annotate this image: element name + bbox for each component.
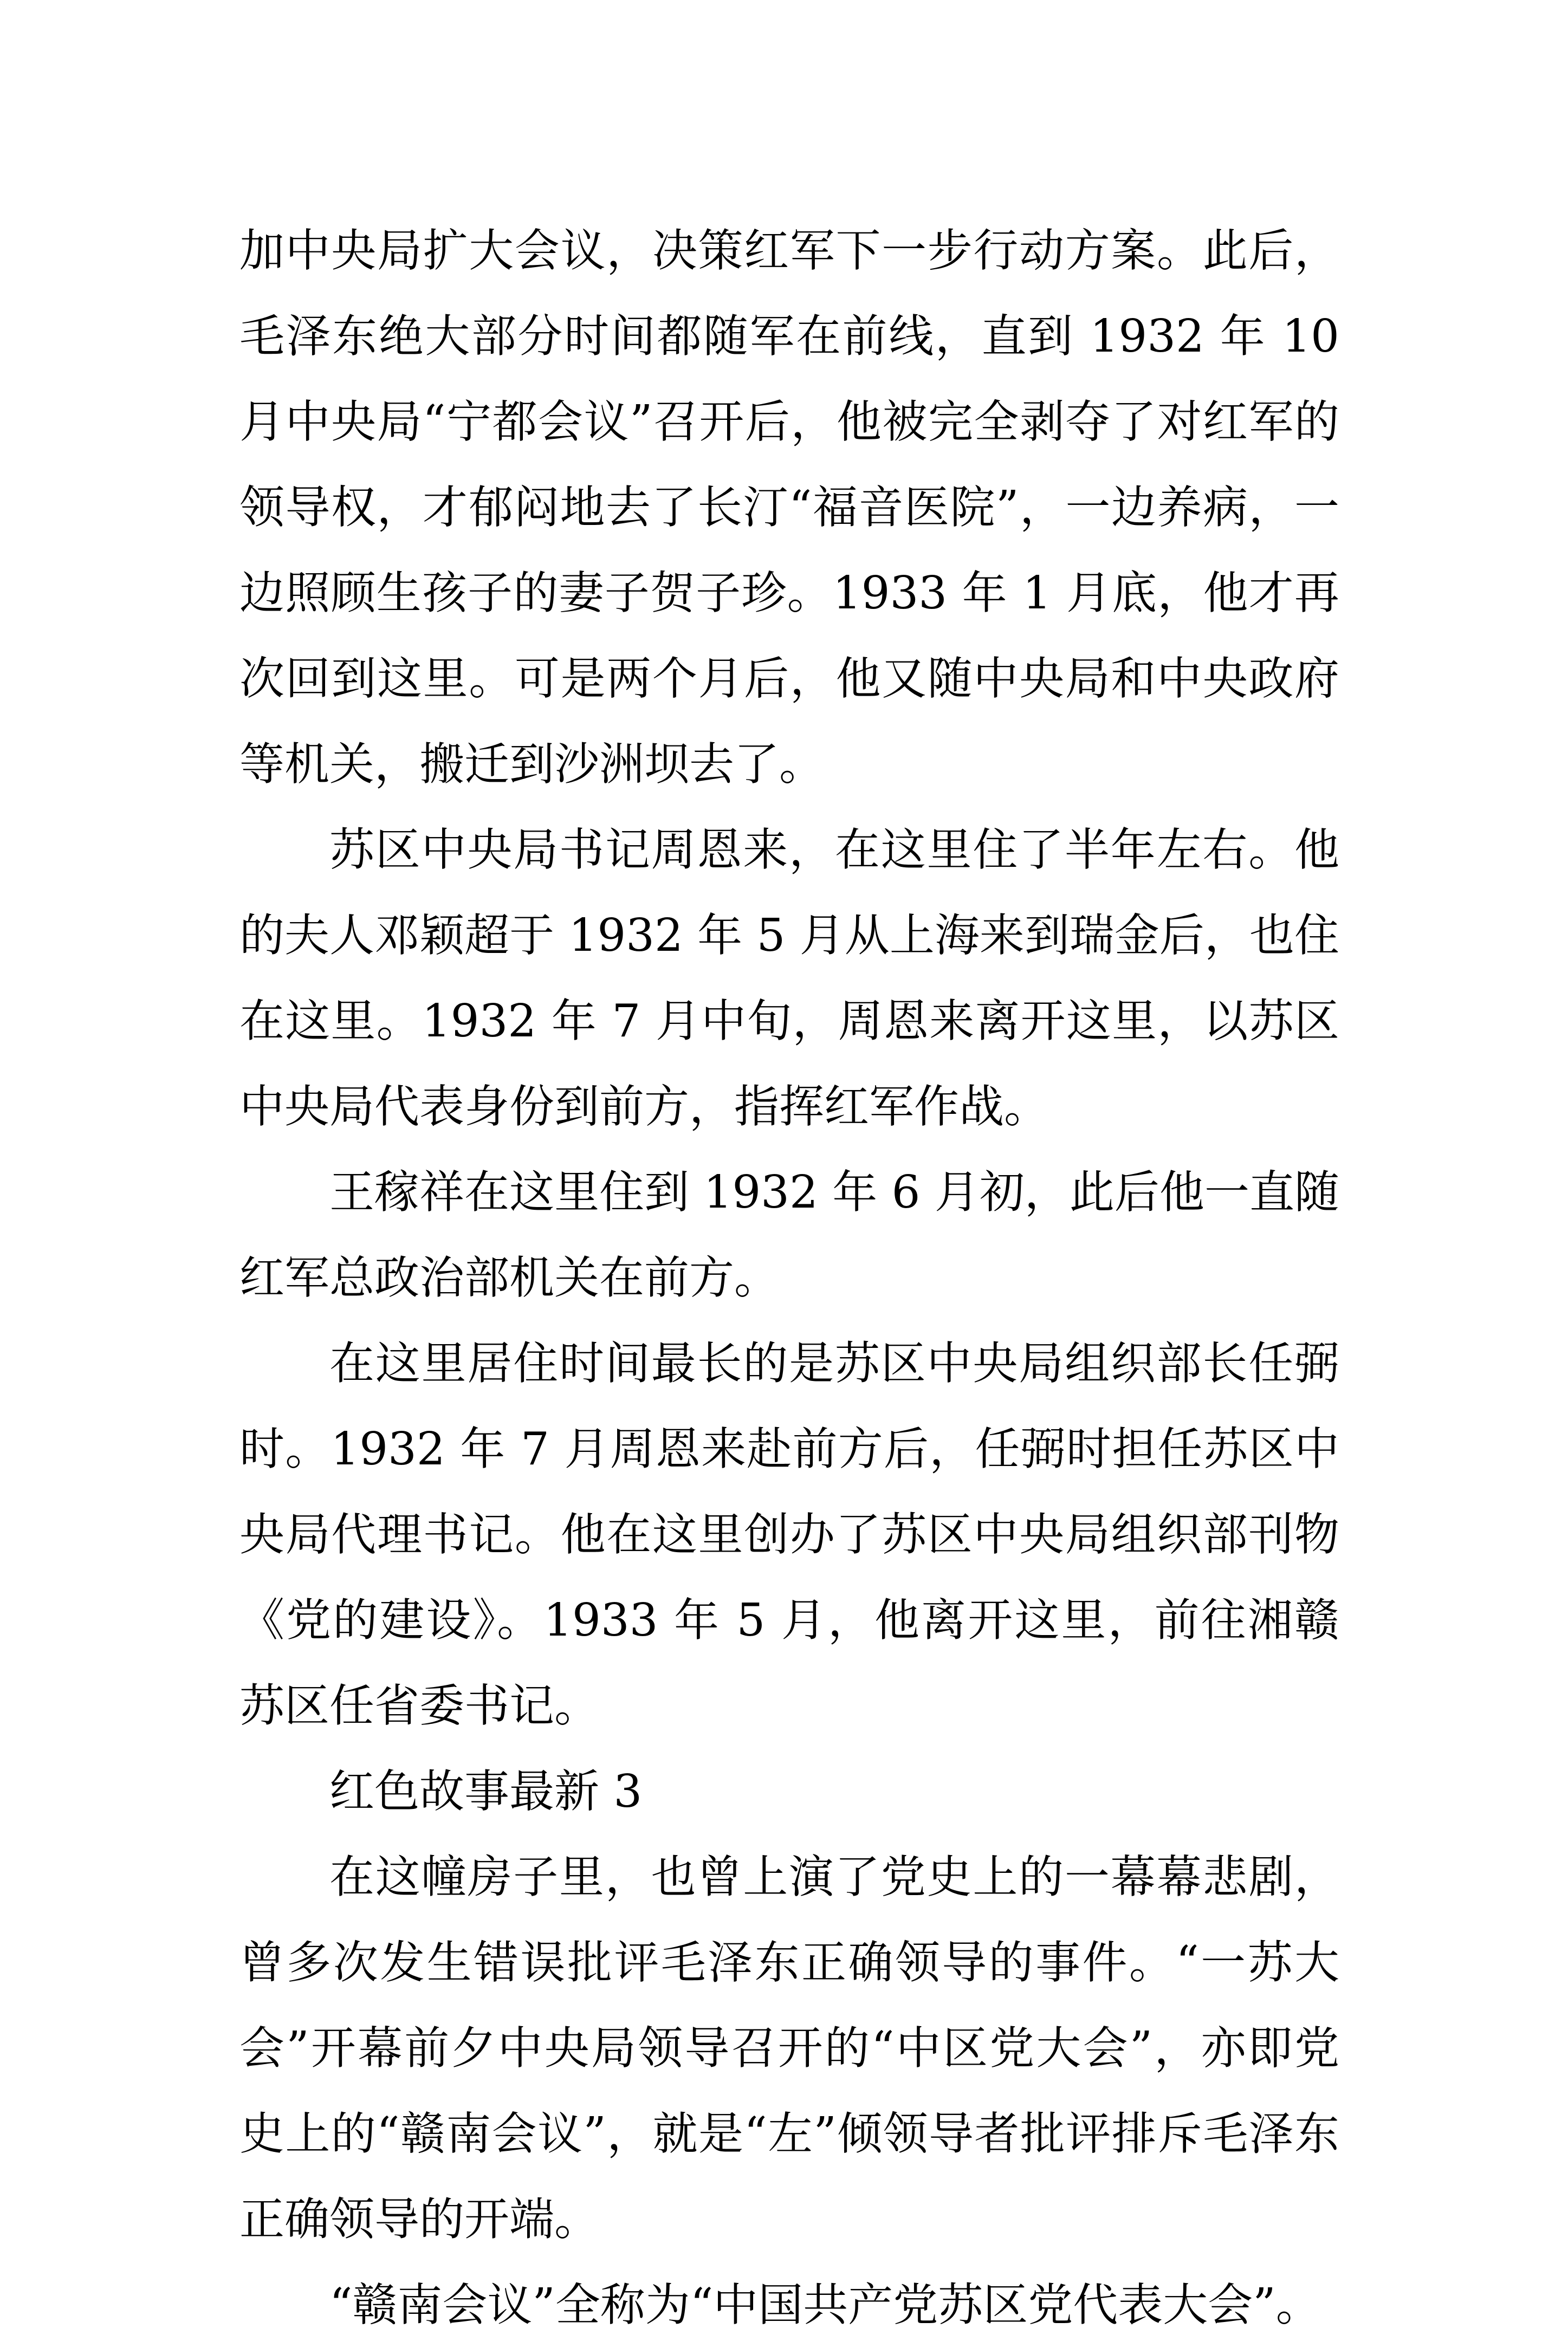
- paragraph-gannan-meeting: “赣南会议”全称为“中国共产党苏区党代表大会”。: [329, 2279, 1321, 2331]
- paragraph-tragedy: 在这幢房子里，也曾上演了党史上的一幕幕悲剧，曾多次发生错误批评毛泽东正确领导的事件。“一苏大会”开幕前夕中央局领导召开的“中区党大会”，亦即党史上的“赣南会议”，就是“左”倾领导者批评排斥毛泽东正确领导的开端。: [239, 1851, 1339, 2246]
- document-body: [239, 208, 1339, 2348]
- paragraph-continued: 加中央局扩大会议，决策红军下一步行动方案。此后，毛泽东绝大部分时间都随军在前线，直到 1932 年 10 月中央局“宁都会议”召开后，他被完全剥夺了对红军的领导权，才郁闷地去了长汀“福音医院”，一边养病，一边照顾生孩子的妻子贺子珍。1933 年 1 月底，他才再次回到这里。可是两个月后，他又随中央局和中央政府等机关，搬迁到沙洲坝去了。: [239, 224, 1339, 790]
- section-heading: 红色故事最新 3: [329, 1765, 643, 1818]
- paragraph-wang-jiaxiang: 王稼祥在这里住到 1932 年 6 月初，此后他一直随红军总政治部机关在前方。: [239, 1166, 1339, 1304]
- paragraph-ren-bishi: 在这里居住时间最长的是苏区中央局组织部长任弼时。1932 年 7 月周恩来赴前方后，任弼时担任苏区中央局代理书记。他在这里创办了苏区中央局组织部刊物《党的建设》。1933 年 5 月，他离开这里，前往湘赣苏区任省委书记。: [239, 1337, 1339, 1732]
- paragraph-zhou-enlai: 苏区中央局书记周恩来，在这里住了半年左右。他的夫人邓颖超于 1932 年 5 月从上海来到瑞金后，也住在这里。1932 年 7 月中旬，周恩来离开这里，以苏区中央局代表身份到前方，指挥红军作战。: [239, 823, 1339, 1133]
